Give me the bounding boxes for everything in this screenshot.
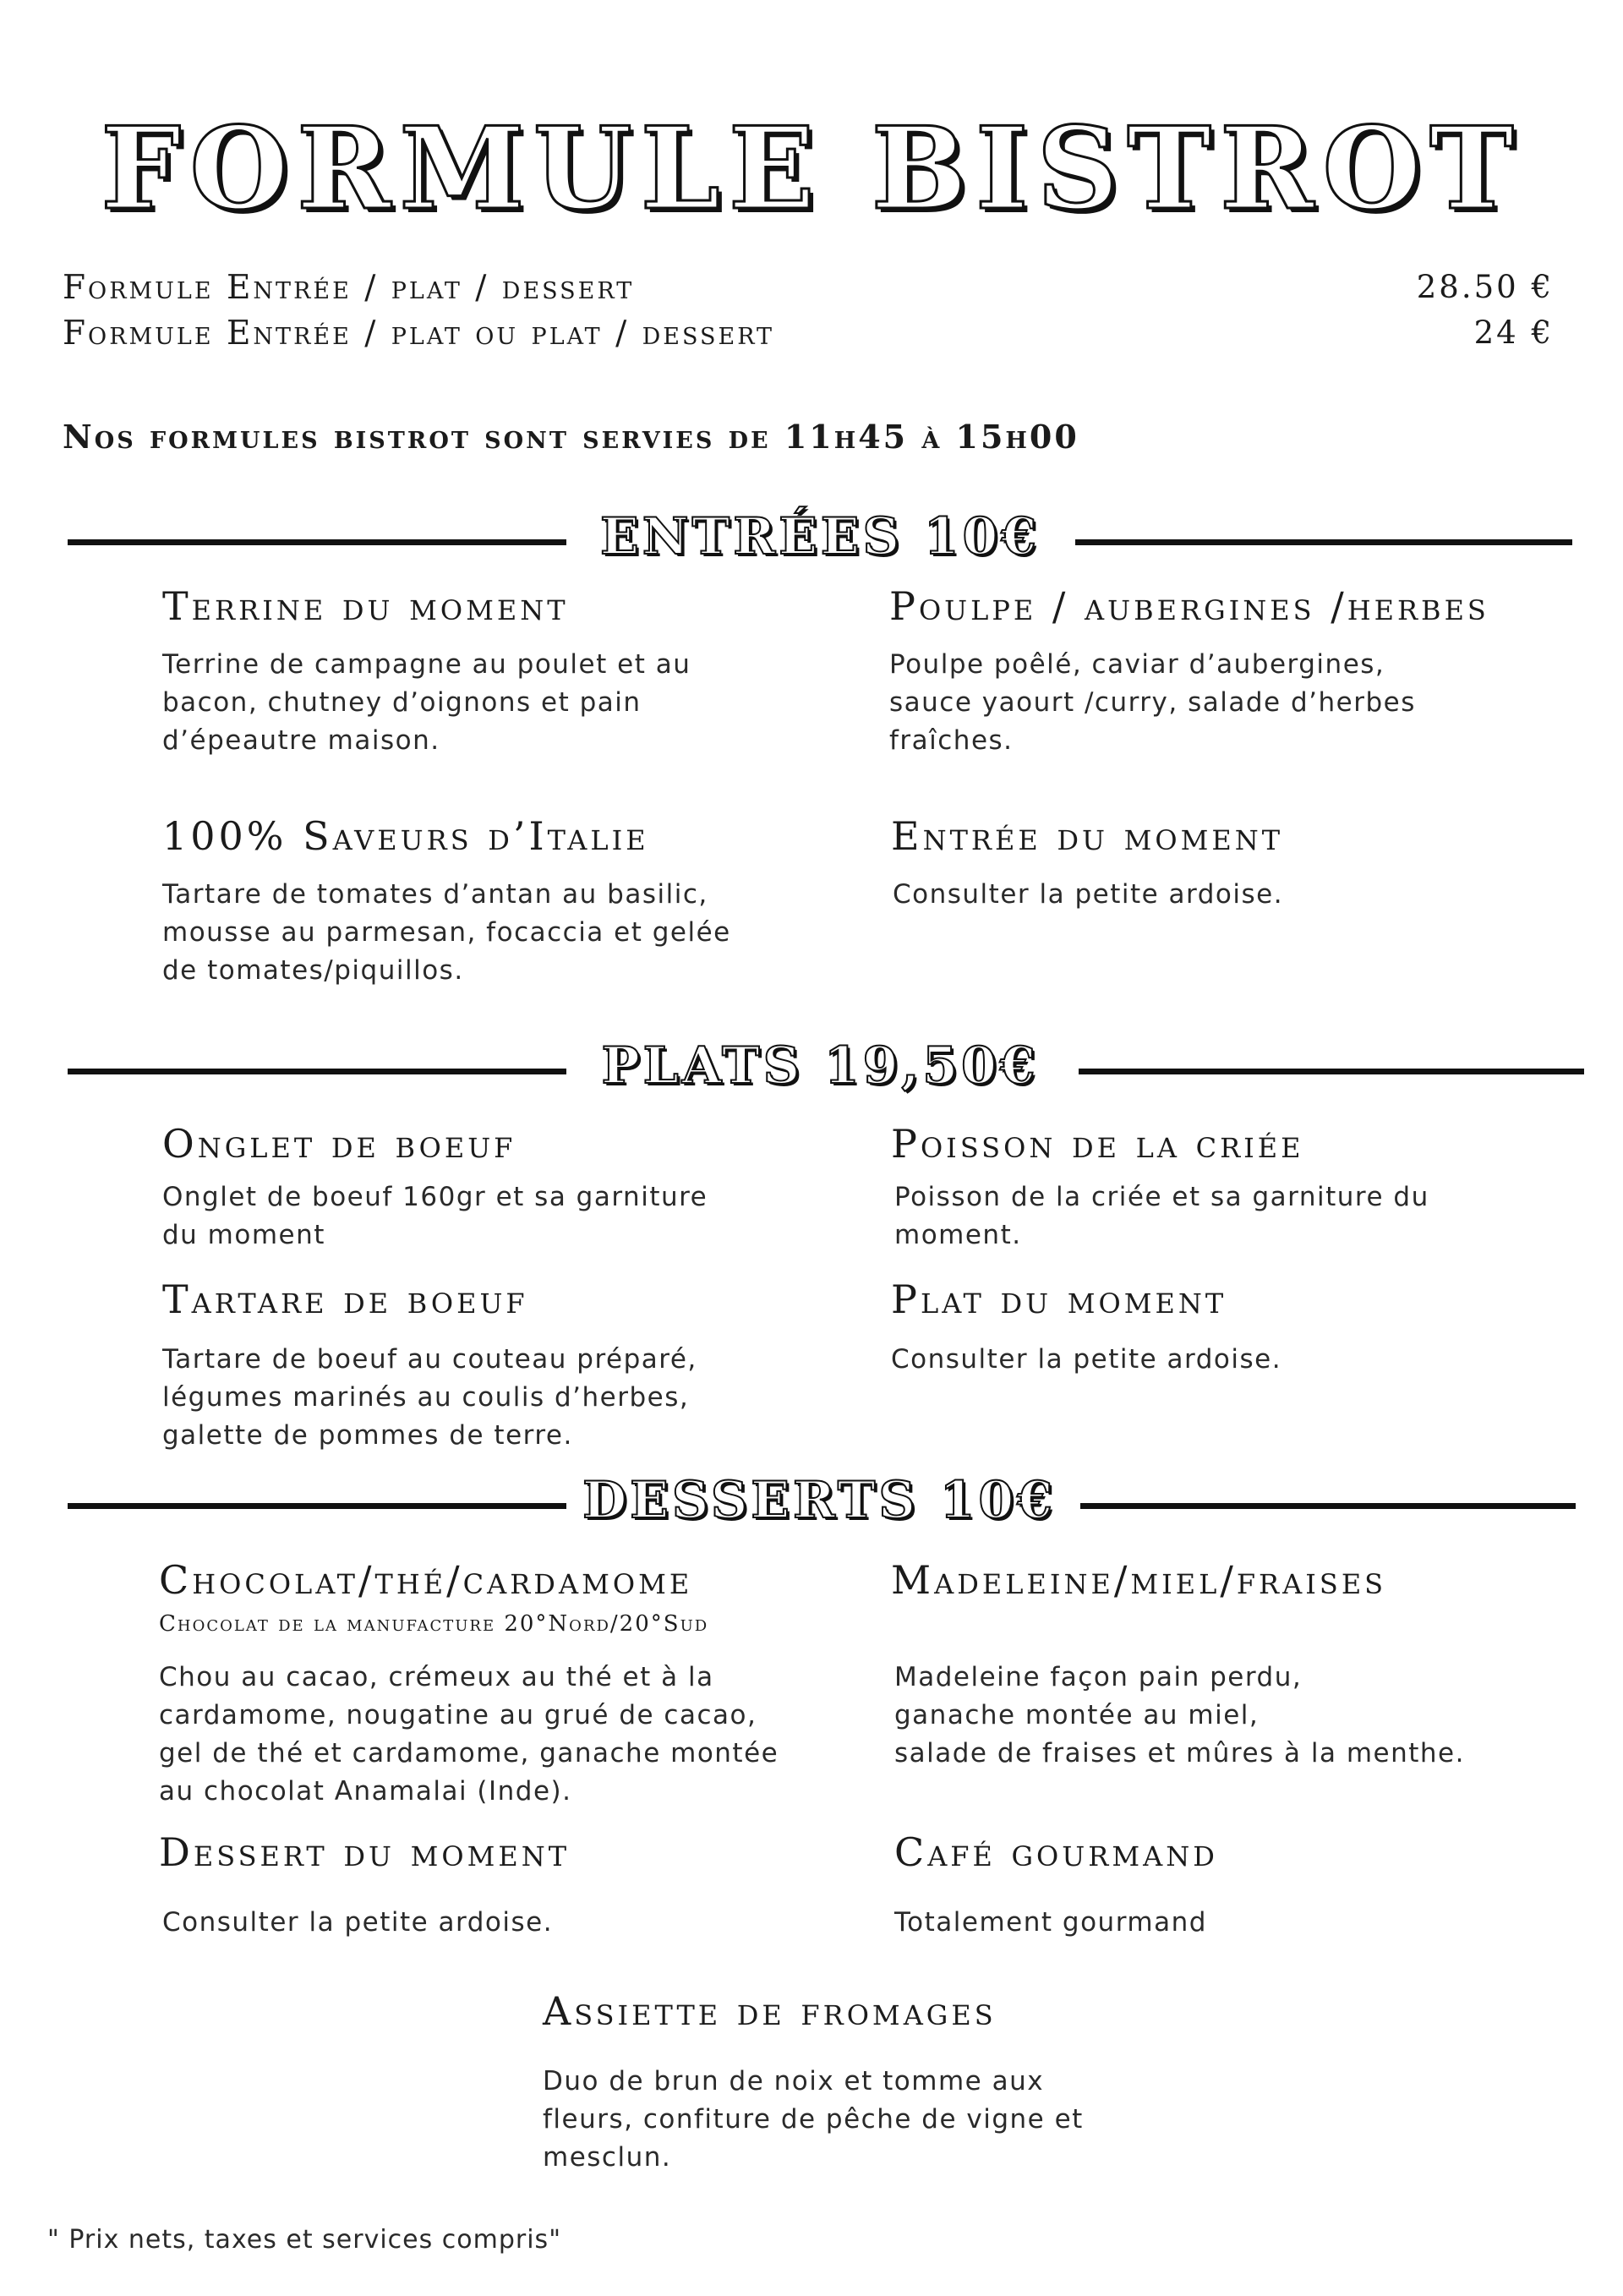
dish-subtitle: Chocolat de la manufacture 20°Nord/20°Sud	[159, 1611, 709, 1637]
section-divider-right	[1079, 1069, 1584, 1074]
dish-name: Poulpe / aubergines /herbes	[889, 583, 1489, 629]
formula-price-1: 28.50 €	[1416, 269, 1554, 305]
service-hours-notice: Nos formules bistrot sont servies de 11h45 à 15h00	[63, 418, 1079, 456]
formula-label-2: Formule Entrée / plat ou plat / dessert	[63, 314, 775, 353]
dish-description: Consulter la petite ardoise.	[893, 879, 1284, 910]
dish-name: Poisson de la criée	[891, 1121, 1304, 1167]
dish-description: Onglet de boeuf 160gr et sa garniture du moment	[162, 1182, 708, 1250]
dish-name: Dessert du moment	[159, 1829, 571, 1875]
dish-name: Chocolat/thé/cardamome	[159, 1557, 693, 1603]
dish-description: Poisson de la criée et sa garniture du moment.	[894, 1182, 1429, 1250]
dish-description: Tartare de tomates d’antan au basilic, mousse au parmesan, focaccia et gelée de tomates/piquillos.	[162, 879, 731, 986]
section-divider-left	[68, 539, 566, 545]
dish-name: Entrée du moment	[891, 813, 1284, 859]
dish-description: Consulter la petite ardoise.	[891, 1344, 1282, 1375]
section-divider-right	[1080, 1503, 1576, 1509]
dish-description: Duo de brun de noix et tomme aux fleurs, confiture de pêche de vigne et mesclun.	[543, 2066, 1084, 2173]
section-divider-left	[68, 1069, 566, 1074]
dish-description: Poulpe poêlé, caviar d’aubergines, sauce yaourt /curry, salade d’herbes fraîches.	[889, 649, 1416, 756]
dish-description: Chou au cacao, crémeux au thé et à la cardamome, nougatine au grué de cacao, gel de thé et cardamome, ganache montée au chocolat Anamalai (Inde).	[159, 1662, 779, 1807]
section-divider-left	[68, 1503, 566, 1509]
section-title-entrees: ENTRÉES 10€	[599, 507, 1040, 566]
dish-description: Totalement gourmand	[894, 1907, 1207, 1938]
price-disclaimer: " Prix nets, taxes et services compris"	[47, 2225, 561, 2255]
section-title-plats: PLATS 19,50€	[601, 1036, 1039, 1096]
dish-name: Terrine du moment	[162, 583, 569, 629]
dish-description: Terrine de campagne au poulet et au bacon, chutney d’oignons et pain d’épeautre maison.	[162, 649, 691, 756]
dish-description: Madeleine façon pain perdu, ganache montée au miel, salade de fraises et mûres à la menthe.	[894, 1662, 1465, 1768]
formula-label-1: Formule Entrée / plat / dessert	[63, 269, 635, 307]
section-title-desserts: DESSERTS 10€	[582, 1471, 1056, 1530]
dish-description: Consulter la petite ardoise.	[162, 1907, 554, 1938]
formula-price-2: 24 €	[1473, 314, 1554, 351]
dish-name: Madeleine/miel/fraises	[891, 1557, 1387, 1603]
dish-description: Tartare de boeuf au couteau préparé, légumes marinés au coulis d’herbes, galette de pommes de terre.	[162, 1344, 697, 1451]
dish-name: Tartare de boeuf	[162, 1276, 528, 1322]
dish-name: Assiette de fromages	[543, 1988, 997, 2034]
dish-name: Onglet de boeuf	[162, 1121, 516, 1167]
dish-name: 100% Saveurs d’Italie	[162, 813, 649, 859]
dish-name: Café gourmand	[894, 1829, 1218, 1875]
menu-title: FORMULE BISTROT	[101, 101, 1522, 235]
dish-name: Plat du moment	[891, 1276, 1227, 1322]
section-divider-right	[1075, 539, 1572, 545]
